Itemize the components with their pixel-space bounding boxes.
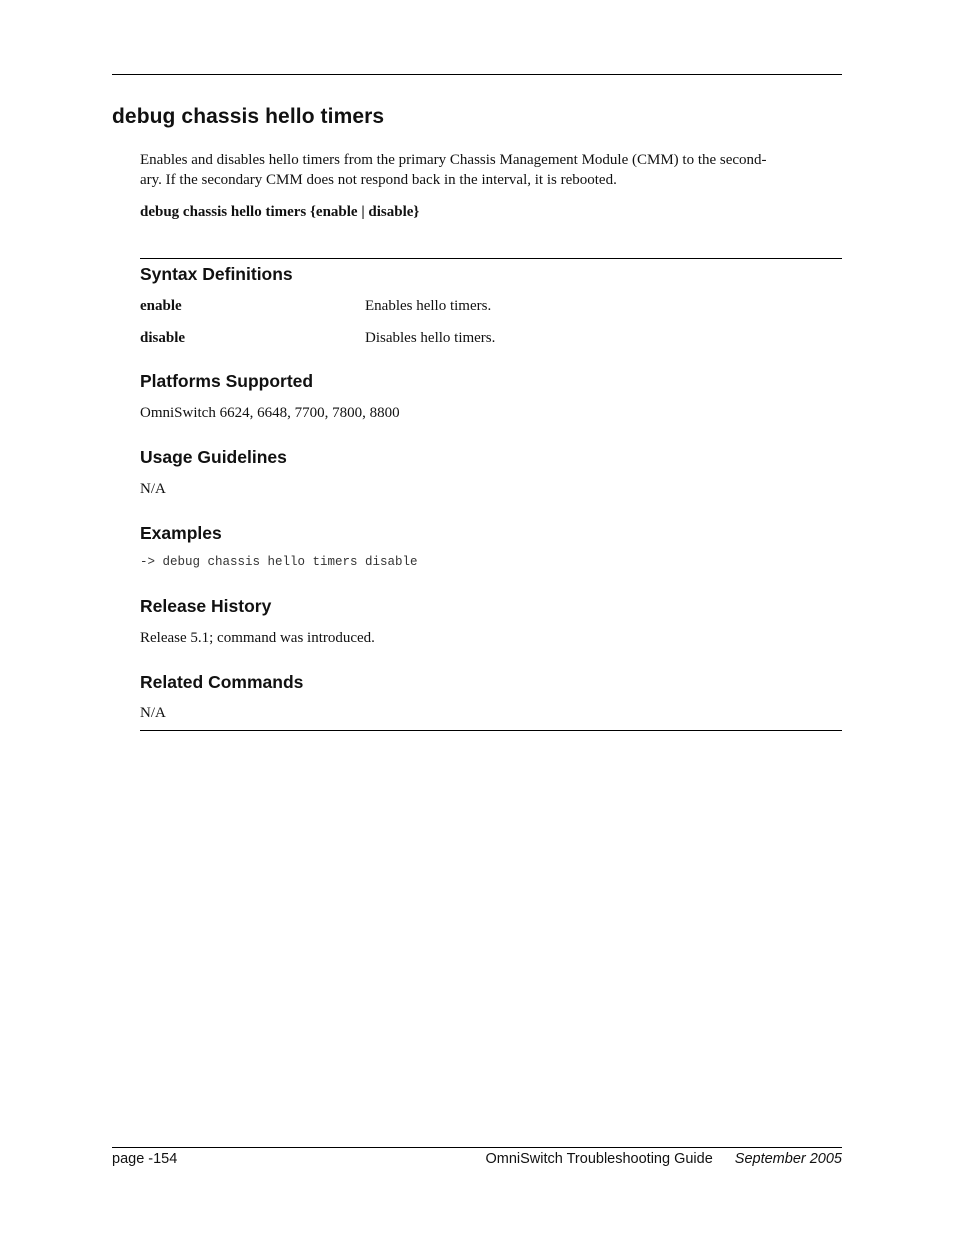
release-history-heading: Release History [140,596,272,616]
release-history-text: Release 5.1; command was introduced. [140,630,375,646]
syntax-definitions-heading: Syntax Definitions [140,264,293,284]
usage-guidelines-heading: Usage Guidelines [140,447,287,467]
platforms-supported-heading: Platforms Supported [140,371,314,391]
definition-text-enable: Enables hello timers. [365,298,492,314]
section-end-rule [140,730,842,731]
examples-heading: Examples [140,523,222,543]
related-commands-text: N/A [140,705,166,721]
footer-date: September 2005 [734,1151,842,1167]
footer-page-number: page -154 [112,1151,178,1167]
definition-term-disable: disable [140,330,186,346]
top-rule [112,74,842,75]
footer-rule [112,1147,842,1148]
usage-guidelines-text: N/A [140,481,166,497]
definition-term-enable: enable [140,298,182,314]
section-rule [140,258,842,259]
footer-right [485,1151,842,1167]
definition-text-disable: Disables hello timers. [365,330,496,346]
platforms-supported-text: OmniSwitch 6624, 6648, 7700, 7800, 8800 [140,405,400,421]
description-line-2: ary. If the secondary CMM does not respond back in the interval, it is rebooted. [140,172,617,188]
example-code: -> debug chassis hello timers disable [140,555,418,569]
related-commands-heading: Related Commands [140,672,304,692]
page-title: debug chassis hello timers [112,105,385,128]
syntax-line: debug chassis hello timers {enable | disable} [140,204,420,220]
footer-guide-title: OmniSwitch Troubleshooting Guide [485,1151,713,1167]
description-line-1: Enables and disables hello timers from the primary Chassis Management Module (CMM) to the second- [140,152,767,168]
